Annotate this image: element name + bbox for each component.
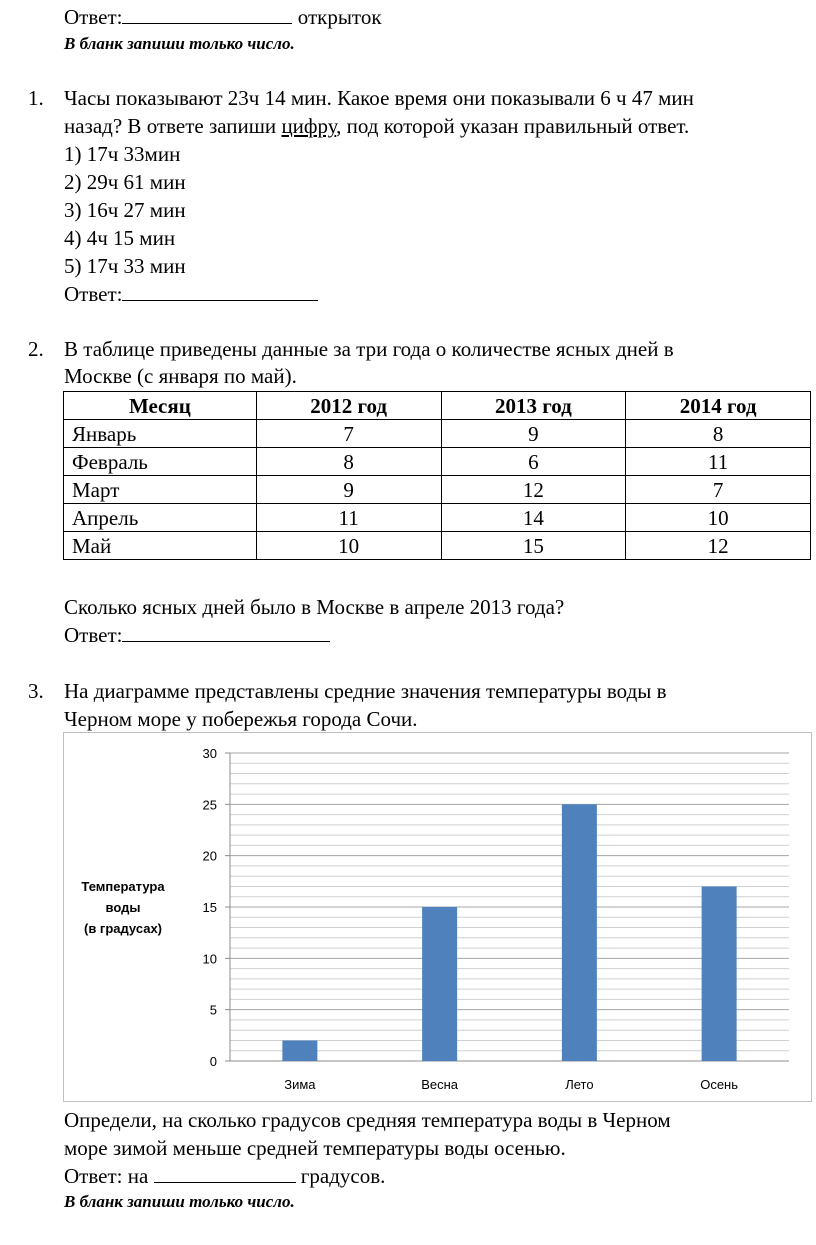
table-cell: 14 bbox=[441, 504, 626, 532]
table-cell: Апрель bbox=[64, 504, 257, 532]
q2-text-line1: В таблице приведены данные за три года о количестве ясных дней в bbox=[64, 337, 674, 361]
table-cell: 9 bbox=[441, 420, 626, 448]
y-axis-label-line: (в градусах) bbox=[83, 921, 163, 936]
y-tick-label: 25 bbox=[202, 797, 217, 813]
y-tick-label: 20 bbox=[202, 848, 217, 864]
table-row bbox=[64, 532, 811, 560]
q1-text-underlined: цифру bbox=[281, 114, 337, 138]
table-row bbox=[64, 448, 811, 476]
chart-svg bbox=[64, 733, 813, 1103]
water-temperature-chart bbox=[63, 732, 812, 1102]
q1-answer-blank[interactable] bbox=[122, 281, 318, 301]
table-cell: 7 bbox=[626, 476, 811, 504]
top-answer bbox=[64, 4, 382, 30]
table-header-row bbox=[64, 392, 811, 420]
y-tick-label: 30 bbox=[202, 746, 217, 761]
top-answer-suffix: открыток bbox=[297, 5, 382, 29]
table-row bbox=[64, 504, 811, 532]
top-note: В бланк запиши только число. bbox=[64, 34, 295, 53]
q1-text-line2-b: , под которой указан правильный ответ. bbox=[336, 114, 690, 138]
q3-question-line2: море зимой меньше средней температуры воды осенью. bbox=[64, 1136, 566, 1160]
q1-option-4: 4) 4ч 15 мин bbox=[64, 226, 176, 250]
x-tick-label: Зима bbox=[284, 1077, 316, 1092]
header-2013: 2013 год bbox=[441, 392, 626, 420]
table-cell: Февраль bbox=[64, 448, 257, 476]
q1-answer-prefix: Ответ: bbox=[64, 282, 123, 306]
table-cell: 6 bbox=[441, 448, 626, 476]
q3-answer-prefix: Ответ: на bbox=[64, 1164, 149, 1188]
table-row bbox=[64, 420, 811, 448]
q1-option-3: 3) 16ч 27 мин bbox=[64, 198, 186, 222]
header-2014: 2014 год bbox=[626, 392, 811, 420]
q3-number: 3. bbox=[28, 679, 44, 703]
q3-note: В бланк запиши только число. bbox=[64, 1192, 295, 1211]
table-cell: Январь bbox=[64, 420, 257, 448]
q1-option-2: 2) 29ч 61 мин bbox=[64, 170, 186, 194]
q2-answer-prefix: Ответ: bbox=[64, 623, 123, 647]
q2-answer-blank[interactable] bbox=[122, 622, 330, 642]
bar-1 bbox=[282, 1040, 317, 1061]
table-cell: 11 bbox=[256, 504, 441, 532]
y-tick-label: 5 bbox=[209, 1002, 217, 1018]
q1-answer bbox=[64, 281, 318, 307]
x-tick-label: Лето bbox=[565, 1077, 594, 1092]
header-2012: 2012 год bbox=[256, 392, 441, 420]
table-cell: 10 bbox=[256, 532, 441, 560]
q3-text-line2: Черном море у побережья города Сочи. bbox=[64, 707, 418, 731]
table-cell: 9 bbox=[256, 476, 441, 504]
q3-answer bbox=[64, 1163, 385, 1189]
header-month: Месяц bbox=[64, 392, 257, 420]
x-tick-label: Осень bbox=[700, 1077, 739, 1092]
q3-question-line1: Определи, на сколько градусов средняя температура воды в Черном bbox=[64, 1108, 671, 1132]
table-cell: 8 bbox=[626, 420, 811, 448]
table-cell: Май bbox=[64, 532, 257, 560]
bar-3 bbox=[562, 804, 597, 1061]
bar-4 bbox=[702, 886, 737, 1061]
table-cell: 11 bbox=[626, 448, 811, 476]
q1-option-1: 1) 17ч 33мин bbox=[64, 142, 181, 166]
q2-question: Сколько ясных дней было в Москве в апреле 2013 года? bbox=[64, 595, 565, 619]
q2-answer bbox=[64, 622, 330, 648]
q2-number: 2. bbox=[28, 337, 44, 361]
top-answer-blank[interactable] bbox=[122, 4, 292, 24]
y-tick-label: 10 bbox=[202, 951, 217, 967]
q3-answer-suffix: градусов. bbox=[300, 1164, 386, 1188]
q1-number: 1. bbox=[28, 86, 44, 110]
table-cell: 12 bbox=[441, 476, 626, 504]
q2-text-line2: Москве (с января по май). bbox=[64, 364, 297, 388]
y-axis-label-line: Температура bbox=[81, 879, 165, 894]
table-row bbox=[64, 476, 811, 504]
y-axis-label-line: воды bbox=[105, 900, 141, 915]
q3-text-line1: На диаграмме представлены средние значения температуры воды в bbox=[64, 679, 667, 703]
table-cell: 8 bbox=[256, 448, 441, 476]
top-answer-prefix: Ответ: bbox=[64, 5, 123, 29]
table-cell: 15 bbox=[441, 532, 626, 560]
y-tick-label: 0 bbox=[209, 1054, 217, 1069]
q1-text-line1: Часы показывают 23ч 14 мин. Какое время они показывали 6 ч 47 мин bbox=[64, 86, 694, 110]
table-cell: 10 bbox=[626, 504, 811, 532]
q1-option-5: 5) 17ч 33 мин bbox=[64, 254, 186, 278]
table-cell: 12 bbox=[626, 532, 811, 560]
y-tick-label: 15 bbox=[202, 900, 217, 915]
x-tick-label: Весна bbox=[421, 1077, 459, 1092]
table-cell: Март bbox=[64, 476, 257, 504]
table-cell: 7 bbox=[256, 420, 441, 448]
q1-text-line2 bbox=[64, 113, 689, 139]
q3-answer-blank[interactable] bbox=[154, 1163, 296, 1183]
q1-text-line2-a: назад? В ответе запиши bbox=[64, 114, 282, 138]
clear-days-table bbox=[63, 391, 811, 560]
bar-2 bbox=[422, 907, 457, 1061]
